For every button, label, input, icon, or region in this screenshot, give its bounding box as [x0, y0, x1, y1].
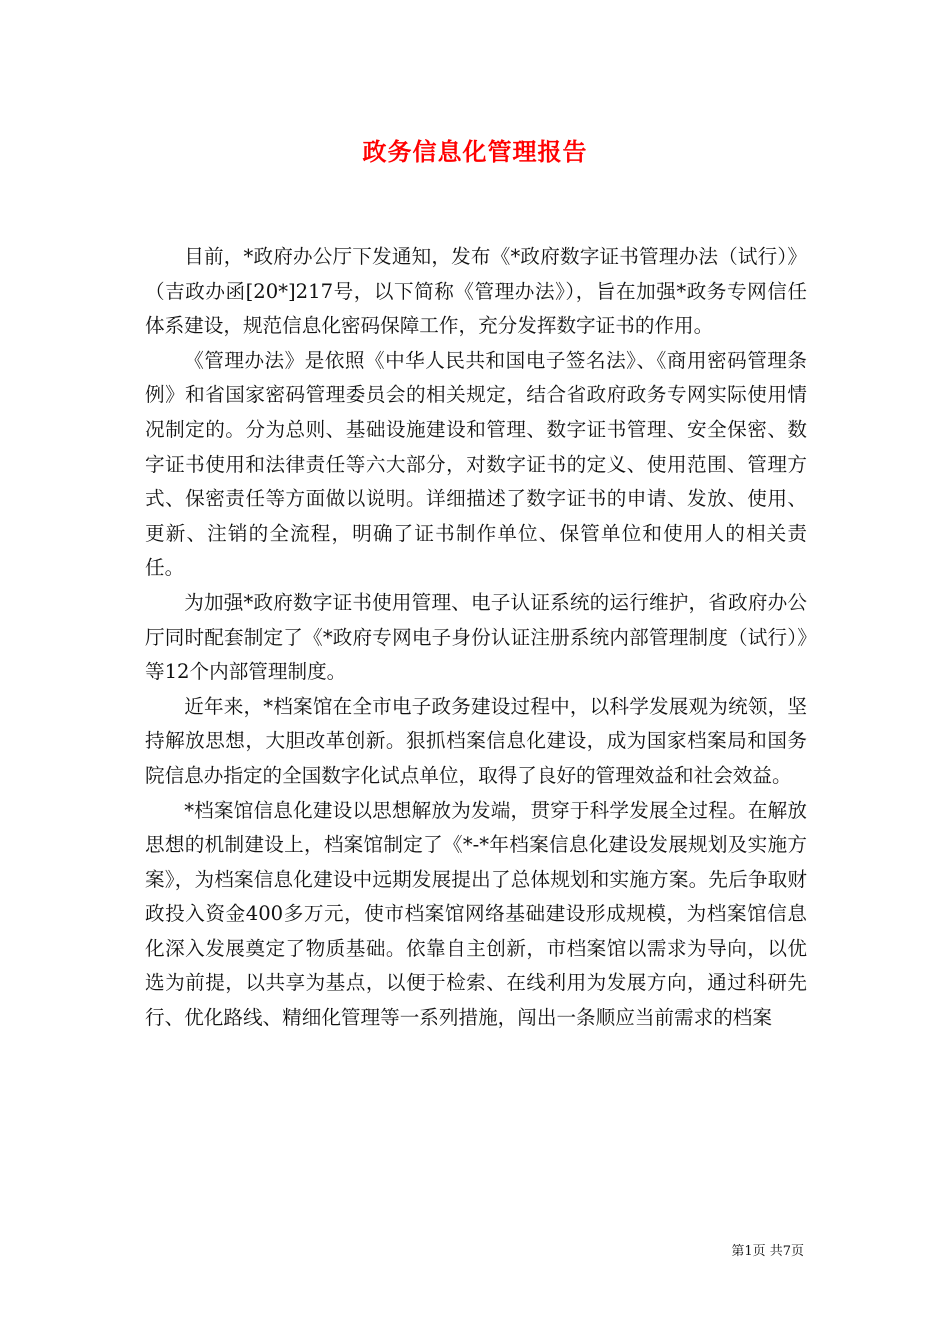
document-title: 政务信息化管理报告 — [362, 137, 588, 166]
paragraph-3: 为加强*政府数字证书使用管理、电子认证系统的运行维护，省政府办公厅同时配套制定了《*政府专网电子身份认证注册系统内部管理制度（试行）》等12个内部管理制度。 — [145, 590, 807, 684]
page-number-footer: 第1页 共7页 — [731, 1244, 804, 1259]
paragraph-5: *档案馆信息化建设以思想解放为发端，贯穿于科学发展全过程。在解放思想的机制建设上，档案馆制定了《*-*年档案信息化建设发展规划及实施方案》，为档案信息化建设中远期发展提出了总体规划和实施方案。先后争取财政投入资金400多万元，使市档案馆网络基础建设形成规模，为档案馆信息化深入发展奠定了物质基础。依靠自主创新，市档案馆以需求为导向，以优选为前提，以共享为基点，以便于检索、在线利用为发展方向，通过科研先行、优化路线、精细化管理等一系列措施，闯出一条顺应当前需求的档案 — [145, 798, 807, 1030]
document-body — [145, 240, 807, 1036]
paragraph-4: 近年来，*档案馆在全市电子政务建设过程中，以科学发展观为统领，坚持解放思想，大胆改革创新。狠抓档案信息化建设，成为国家档案局和国务院信息办指定的全国数字化试点单位，取得了良好的管理效益和社会效益。 — [145, 694, 807, 787]
paragraph-1: 目前，*政府办公厅下发通知，发布《*政府数字证书管理办法（试行）》（吉政办函[20*]217号，以下简称《管理办法》），旨在加强*政务专网信任体系建设，规范信息化密码保障工作，充分发挥数字证书的作用。 — [145, 245, 807, 338]
paragraph-2: 《管理办法》是依照《中华人民共和国电子签名法》、《商用密码管理条例》和省国家密码管理委员会的相关规定，结合省政府政务专网实际使用情况制定的。分为总则、基础设施建设和管理、数字证书管理、安全保密、数字证书使用和法律责任等六大部分，对数字证书的定义、使用范围、管理方式、保密责任等方面做以说明。详细描述了数字证书的申请、发放、使用、更新、注销的全流程，明确了证书制作单位、保管单位和使用人的相关责任。 — [145, 348, 807, 580]
